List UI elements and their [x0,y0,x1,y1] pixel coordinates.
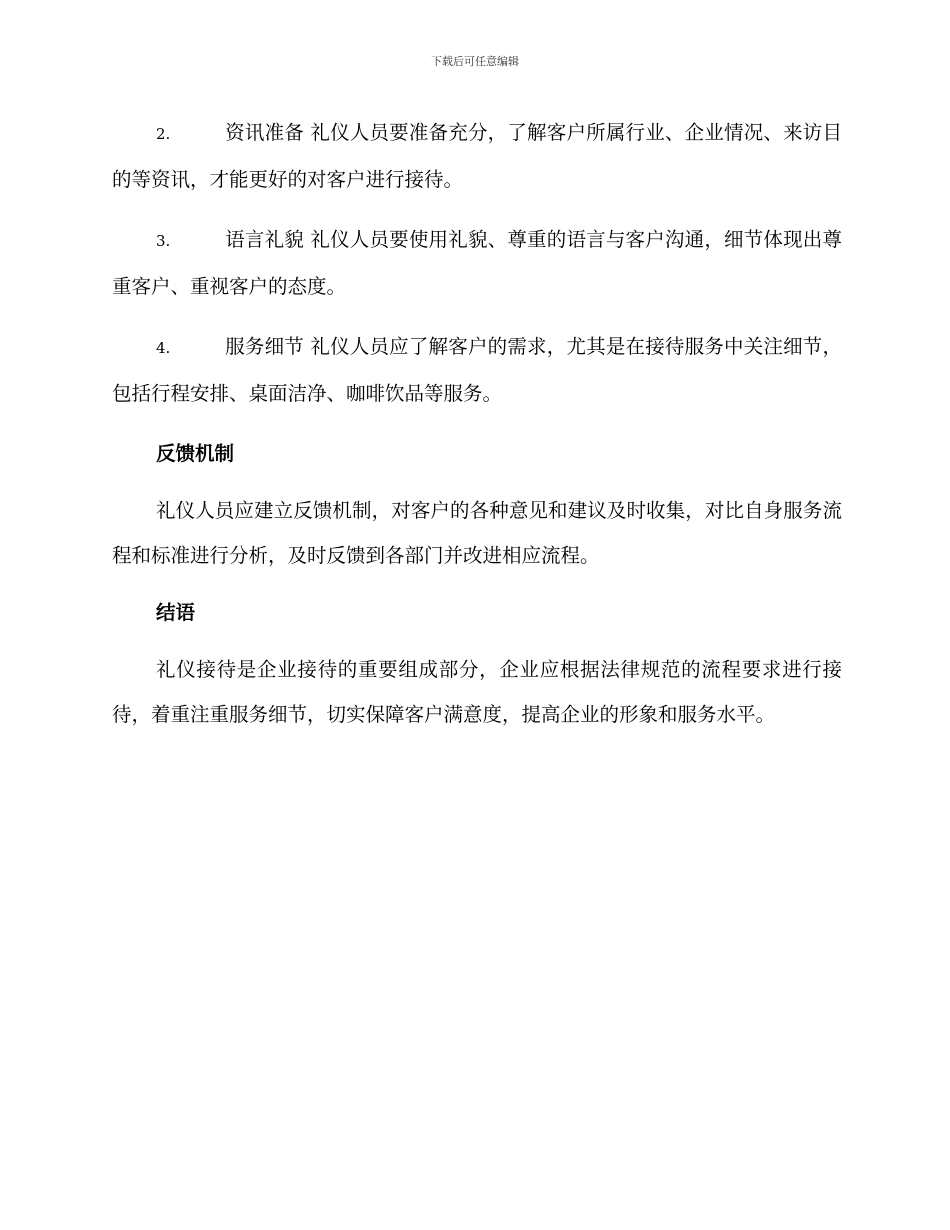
list-number: 2. [156,125,171,143]
list-item-3 [112,217,842,309]
list-number: 3. [156,232,171,250]
list-number: 4. [156,339,171,357]
section-heading-feedback: 反馈机制 [156,442,235,465]
page-header: 下载后可任意编辑 [431,55,519,68]
list-item-4 [112,324,842,416]
list-item-text: 资讯准备 礼仪人员要准备充分，了解客户所属行业、企业情况、来访目的等资讯，才能更好的对客户进行接待。 [112,121,842,191]
document-body [112,110,842,749]
section-heading-conclusion: 结语 [156,601,196,624]
section-paragraph-conclusion: 礼仪接待是企业接待的重要组成部分，企业应根据法律规范的流程要求进行接待，着重注重服务细节，切实保障客户满意度，提高企业的形象和服务水平。 [112,658,842,726]
list-item-2 [112,110,842,202]
section-paragraph-feedback: 礼仪人员应建立反馈机制，对客户的各种意见和建议及时收集，对比自身服务流程和标准进行分析，及时反馈到各部门并改进相应流程。 [112,499,842,567]
list-item-text: 服务细节 礼仪人员应了解客户的需求，尤其是在接待服务中关注细节，包括行程安排、桌面洁净、咖啡饮品等服务。 [112,335,842,405]
list-item-text: 语言礼貌 礼仪人员要使用礼貌、尊重的语言与客户沟通，细节体现出尊重客户、重视客户的态度。 [112,228,842,298]
